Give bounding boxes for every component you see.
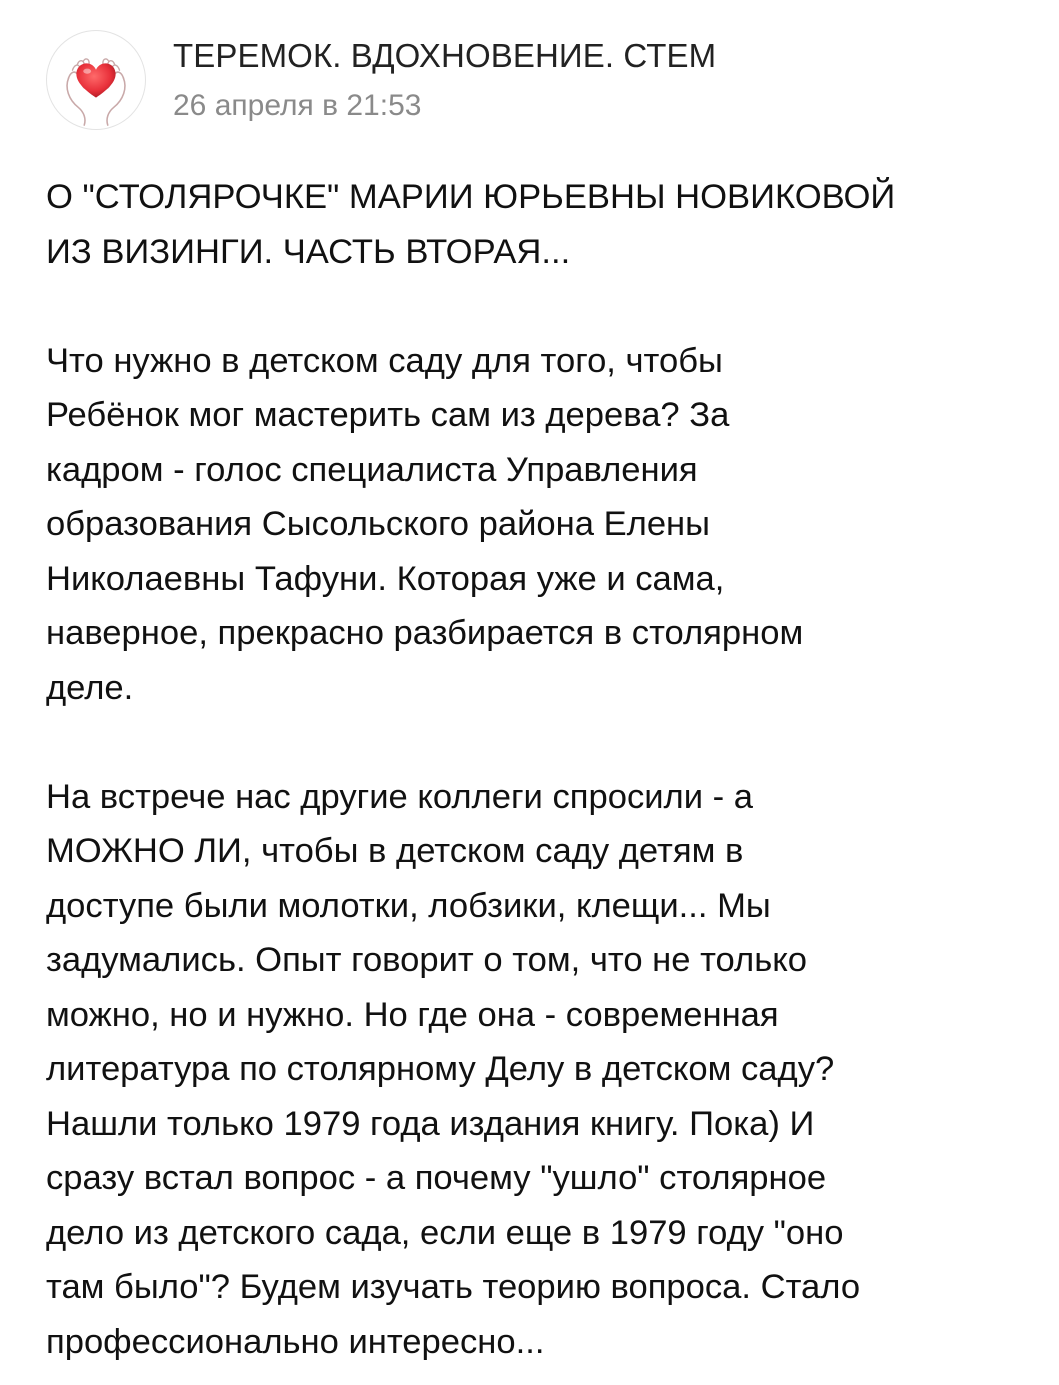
- avatar[interactable]: [46, 30, 146, 130]
- post-paragraph-1: Что нужно в детском саду для того, чтобы Ребёнок мог мастерить сам из дерева? За кадром - голос специалиста Управления образования Сысольского района Елены Николаевны Тафуни. Которая уже и сама, наверное, прекрасно разбирается в столярном деле.: [46, 341, 804, 707]
- heart-in-hands-icon: [47, 31, 145, 129]
- post-text: [46, 170, 1031, 1369]
- post-title: О "СТОЛЯРОЧКЕ" МАРИИ ЮРЬЕВНЫ НОВИКОВОЙ ИЗ ВИЗИНГИ. ЧАСТЬ ВТОРАЯ...: [46, 178, 896, 271]
- post-header: [46, 30, 1026, 130]
- post-paragraph-2: На встрече нас другие коллеги спросили - а МОЖНО ЛИ, чтобы в детском саду детям в доступе были молотки, лобзики, клещи... Мы задумались. Опыт говорит о том, что не только можно, но и нужно. Но где она - современная литература по столярному Делу в детском саду? Нашли только 1979 года издания книгу. Пока) И сразу встал вопрос - а почему "ушло" столярное дело из детского сада, если еще в 1979 году "оно там было"? Будем изучать теорию вопроса. Стало профессионально интересно...: [46, 777, 861, 1361]
- author-name[interactable]: ТЕРЕМОК. ВДОХНОВЕНИЕ. СТЕМ: [173, 37, 717, 74]
- post-date[interactable]: 26 апреля в 21:53: [173, 89, 422, 122]
